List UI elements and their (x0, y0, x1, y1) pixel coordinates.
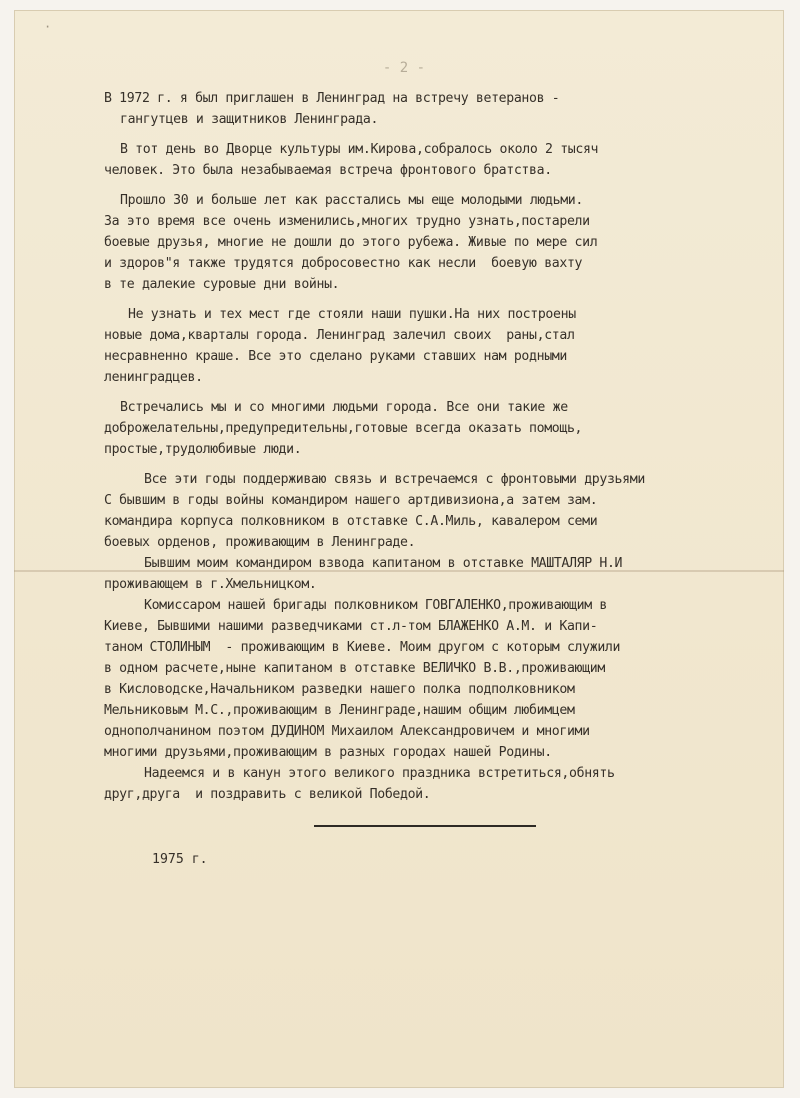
paragraph-gap (104, 460, 794, 469)
text-line: ленинградцев. (104, 370, 203, 385)
text-line: Не узнать и тех мест где стояли наши пушки.На них построены (128, 307, 576, 322)
text-line: За это время все очень изменились,многих трудно узнать,постарели (104, 214, 590, 229)
letter-year: 1975 г. (152, 852, 208, 867)
page-number: - 2 - (382, 60, 426, 76)
text-line: человек. Это была незабываемая встреча фронтового братства. (104, 163, 552, 178)
text-line: Комиссаром нашей бригады полковником ГОВГАЛЕНКО,проживающим в (144, 598, 607, 613)
text-line: гангутцев и защитников Ленинграда. (120, 112, 379, 127)
text-line: в одном расчете,ныне капитаном в отставке ВЕЛИЧКО В.В.,проживающим (104, 661, 605, 676)
text-line: доброжелательны,предупредительны,готовые всегда оказать помощь, (104, 421, 583, 436)
text-line: командира корпуса полковником в отставке С.А.Миль, кавалером семи (104, 514, 598, 529)
text-line: простые,трудолюбивые люди. (104, 442, 302, 457)
paragraph-gap (104, 388, 794, 397)
text-line: новые дома,кварталы города. Ленинград залечил своих раны,стал (104, 328, 575, 343)
text-line: в Кисловодске,Начальником разведки нашего полка подполковником (104, 682, 575, 697)
text-line: в те далекие суровые дни войны. (104, 277, 340, 292)
text-line: и здоров"я также трудятся добросовестно как несли боевую вахту (104, 256, 583, 271)
divider-line (314, 825, 536, 827)
text-line: В тот день во Дворце культуры им.Кирова,собралось около 2 тысяч (120, 142, 599, 157)
text-line: боевых орденов, проживающим в Ленинграде. (104, 535, 416, 550)
text-line: Бывшим моим командиром взвода капитаном в отставке МАШТАЛЯР Н.И (144, 556, 623, 571)
text-line: однополчанином поэтом ДУДИНОМ Михаилом Александровичем и многими (104, 724, 590, 739)
text-line: многими друзьями,проживающим в разных городах нашей Родины. (104, 745, 552, 760)
text-line: Встречались мы и со многими людьми города. Все они такие же (120, 400, 568, 415)
text-line: Все эти годы поддерживаю связь и встречаемся с фронтовыми друзьями (144, 472, 645, 487)
text-line: проживающем в г.Хмельницком. (104, 577, 317, 592)
text-line: Прошло 30 и больше лет как расстались мы еще молодыми людьми. (120, 193, 583, 208)
text-line: несравненно краше. Все это сделано руками ставших нам родными (104, 349, 567, 364)
letter-body (104, 88, 794, 805)
paragraph-gap (104, 295, 794, 304)
text-line: Мельниковым М.С.,проживающим в Ленинграде,нашим общим любимцем (104, 703, 575, 718)
text-line: Киеве, Бывшими нашими разведчиками ст.л-том БЛАЖЕНКО А.М. и Капи- (104, 619, 598, 634)
text-line: С бывшим в годы войны командиром нашего артдивизиона,а затем зам. (104, 493, 598, 508)
text-line: таном СТОЛИНЫМ - проживающим в Киеве. Моим другом с которым служили (104, 640, 621, 655)
paragraph-gap (104, 181, 794, 190)
text-line: друг,друга и поздравить с великой Победой. (104, 787, 431, 802)
text-line: Надеемся и в канун этого великого праздника встретиться,обнять (144, 766, 615, 781)
corner-mark: · (44, 20, 52, 34)
text-line: В 1972 г. я был приглашен в Ленинград на встречу ветеранов - (104, 91, 560, 106)
text-line: боевые друзья, многие не дошли до этого рубежа. Живые по мере сил (104, 235, 598, 250)
paragraph-gap (104, 130, 794, 139)
